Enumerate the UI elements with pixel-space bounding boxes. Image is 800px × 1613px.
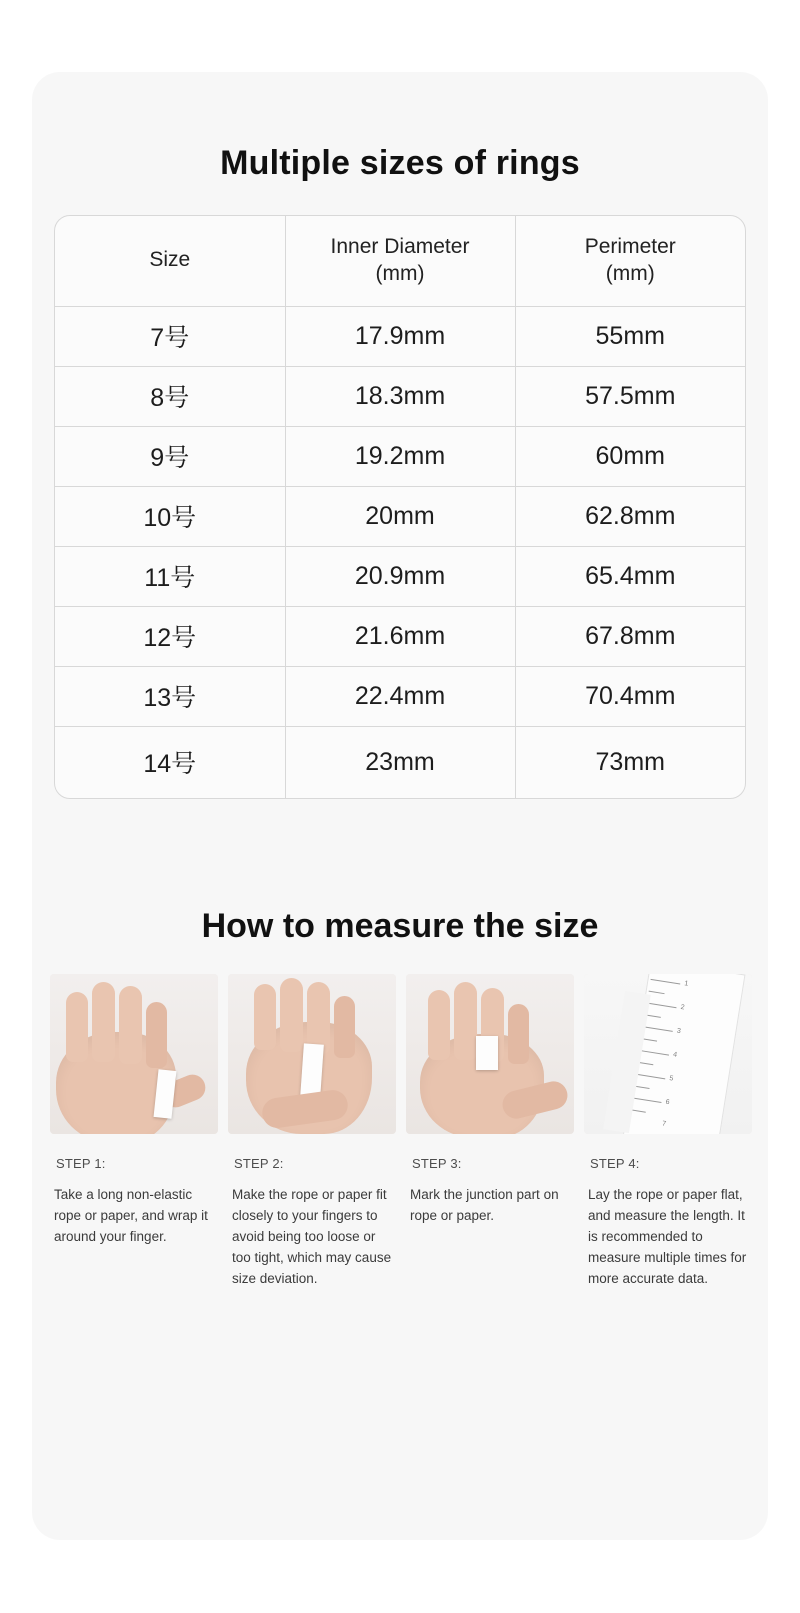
cell-inner-diameter: 22.4mm [285, 666, 515, 726]
cell-perimeter: 55mm [515, 306, 745, 366]
step-2-photo [228, 974, 396, 1134]
step-3-text: Mark the junction part on rope or paper. [410, 1187, 559, 1223]
step-2-label: STEP 2: [234, 1156, 284, 1171]
step-1-photo [50, 974, 218, 1134]
column-header-perimeter: Perimeter (mm) [515, 216, 745, 306]
table-body [55, 306, 745, 798]
step-4-photo [584, 974, 752, 1134]
step-4-label: STEP 4: [590, 1156, 640, 1171]
ruler-tick-2: 2 [680, 1003, 685, 1012]
ruler-tick-5: 5 [668, 1075, 674, 1083]
ruler-tick-3: 3 [676, 1027, 682, 1036]
cell-perimeter: 57.5mm [515, 366, 745, 426]
cell-inner-diameter: 20mm [285, 486, 515, 546]
cell-inner-diameter: 23mm [285, 726, 515, 798]
cell-inner-diameter: 20.9mm [285, 546, 515, 606]
size-guide-card [32, 72, 768, 1540]
step-4-text: Lay the rope or paper flat, and measure the length. It is recommended to measure multiple times for more accurate data. [588, 1187, 747, 1286]
cell-perimeter: 60mm [515, 426, 745, 486]
step-3 [406, 974, 574, 1290]
cell-size: 11号 [55, 546, 285, 606]
column-header-size: Size [55, 216, 285, 306]
ruler-tick-6: 6 [665, 1098, 670, 1107]
paper-strip [476, 1036, 498, 1070]
step-1-text: Take a long non-elastic rope or paper, and wrap it around your finger. [54, 1187, 208, 1244]
table-header-row [55, 216, 745, 306]
step-3-label: STEP 3: [412, 1156, 462, 1171]
ring-size-table-wrapper [54, 215, 746, 799]
cell-size: 9号 [55, 426, 285, 486]
page-title: Multiple sizes of rings [220, 144, 580, 182]
cell-perimeter: 62.8mm [515, 486, 745, 546]
cell-size: 7号 [55, 306, 285, 366]
table-row [55, 486, 745, 546]
step-1 [50, 974, 218, 1290]
cell-inner-diameter: 19.2mm [285, 426, 515, 486]
ring-size-table [55, 216, 745, 798]
ruler-tick-1: 1 [683, 980, 689, 988]
cell-perimeter: 65.4mm [515, 546, 745, 606]
step-2 [228, 974, 396, 1290]
cell-size: 8号 [55, 366, 285, 426]
step-4 [584, 974, 752, 1290]
measure-title: How to measure the size [201, 907, 599, 945]
cell-inner-diameter: 17.9mm [285, 306, 515, 366]
table-row [55, 606, 745, 666]
table-row [55, 426, 745, 486]
cell-perimeter: 73mm [595, 747, 665, 776]
ruler-tick-7: 7 [661, 1120, 667, 1128]
cell-size: 12号 [55, 606, 285, 666]
ruler-tick-4: 4 [672, 1051, 678, 1059]
cell-perimeter: 67.8mm [515, 606, 745, 666]
cell-inner-diameter: 18.3mm [285, 366, 515, 426]
cell-size: 10号 [55, 486, 285, 546]
measure-steps [50, 974, 750, 1290]
column-header-inner-diameter: Inner Diameter (mm) [285, 216, 515, 306]
step-3-photo [406, 974, 574, 1134]
paper-strip [300, 1043, 324, 1098]
table-row [55, 666, 745, 726]
table-row [55, 306, 745, 366]
table-head [55, 216, 745, 306]
cell-size: 13号 [55, 666, 285, 726]
cell-perimeter: 70.4mm [515, 666, 745, 726]
cell-size: 14号 [55, 726, 285, 798]
table-row [55, 726, 745, 798]
table-row [55, 546, 745, 606]
step-2-text: Make the rope or paper fit closely to your fingers to avoid being too loose or too tight, which may cause size deviation. [232, 1187, 392, 1286]
step-1-label: STEP 1: [56, 1156, 106, 1171]
cell-inner-diameter: 21.6mm [285, 606, 515, 666]
table-row [55, 366, 745, 426]
